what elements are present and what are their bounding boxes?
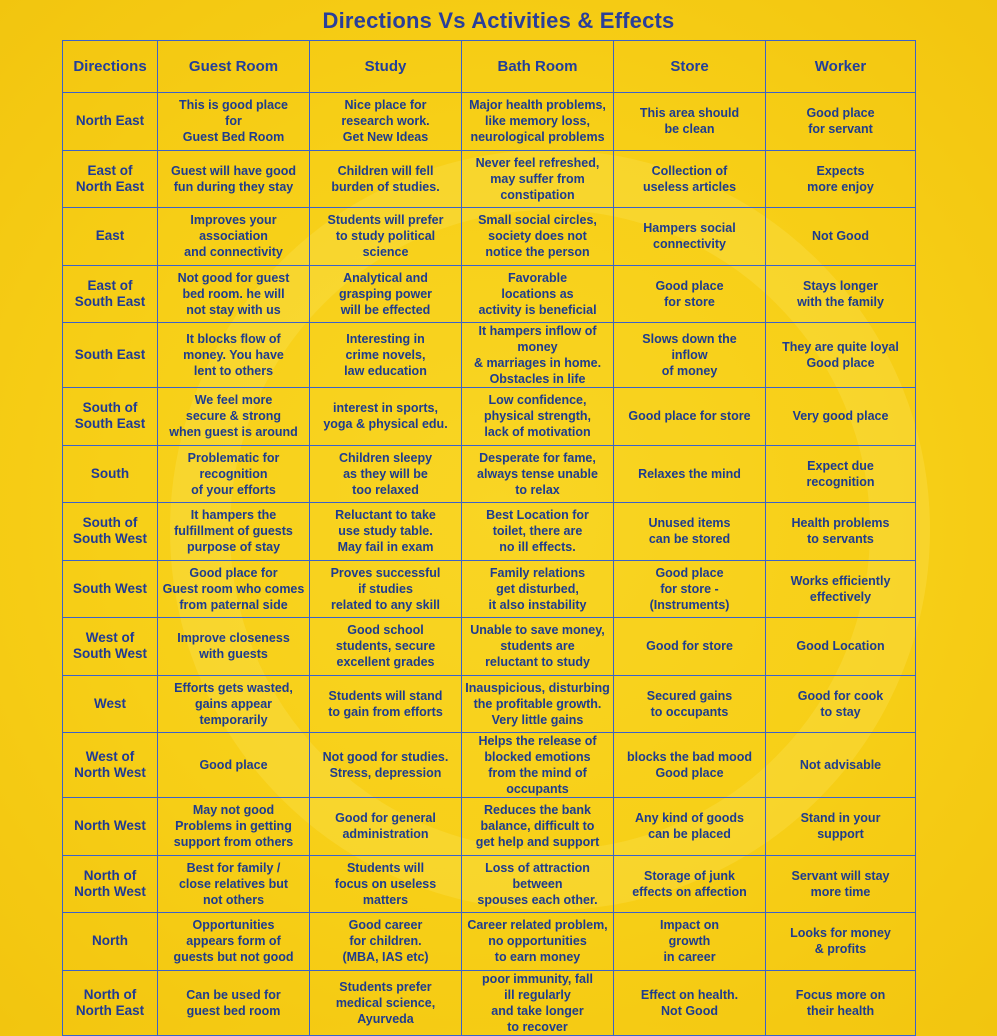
bath-room-cell bbox=[462, 503, 614, 561]
store-cell bbox=[614, 388, 766, 446]
store-cell bbox=[614, 798, 766, 856]
guest-room-text: This is good place for Guest Bed Room bbox=[178, 98, 289, 145]
store-text: Slows down the inflow of money bbox=[642, 332, 737, 378]
bath-room-cell bbox=[462, 618, 614, 676]
table-row bbox=[63, 618, 916, 676]
table-row bbox=[63, 323, 916, 388]
worker-cell bbox=[766, 913, 916, 971]
bath-room-cell bbox=[462, 265, 614, 323]
guest-room-text: May not good Problems in getting support from others bbox=[173, 803, 294, 850]
direction-text: North West bbox=[74, 818, 146, 834]
direction-text: South East bbox=[74, 347, 146, 362]
direction-cell bbox=[63, 560, 158, 618]
store-text: Impact on growth in career bbox=[659, 918, 720, 965]
header-directions: Directions bbox=[63, 41, 158, 93]
header-row bbox=[63, 41, 916, 93]
store-text: Good place for store - (Instruments) bbox=[649, 565, 730, 612]
worker-cell bbox=[766, 855, 916, 913]
study-cell bbox=[310, 208, 462, 266]
store-text: Any kind of goods can be placed bbox=[634, 811, 745, 842]
header-worker: Worker bbox=[766, 41, 916, 93]
guest-room-text: Efforts gets wasted, gains appear temporarily bbox=[174, 680, 293, 727]
store-text: Relaxes the mind bbox=[638, 466, 741, 481]
store-text: Good place for store bbox=[655, 278, 724, 309]
direction-cell bbox=[63, 798, 158, 856]
worker-cell bbox=[766, 560, 916, 618]
bath-room-text: Inauspicious, disturbing the profitable growth. Very little gains bbox=[465, 680, 610, 727]
direction-cell bbox=[63, 913, 158, 971]
worker-text: Good for cook to stay bbox=[797, 688, 884, 719]
header-guest-room: Guest Room bbox=[158, 41, 310, 93]
direction-text: East of South East bbox=[74, 277, 146, 309]
direction-text: South of South East bbox=[74, 400, 146, 432]
table-row bbox=[63, 208, 916, 266]
worker-text: Focus more on their health bbox=[795, 987, 886, 1018]
direction-cell bbox=[63, 265, 158, 323]
bath-room-cell bbox=[462, 150, 614, 208]
study-cell bbox=[310, 445, 462, 503]
bath-room-cell bbox=[462, 323, 614, 388]
bath-room-text: Helps the release of blocked emotions from the mind of occupants bbox=[478, 734, 597, 796]
store-cell bbox=[614, 150, 766, 208]
worker-text: Expects more enjoy bbox=[807, 163, 874, 194]
direction-text: West of South West bbox=[73, 630, 147, 662]
bath-room-text: Career related problem, no opportunities to earn money bbox=[467, 918, 608, 965]
worker-text: Expect due recognition bbox=[806, 458, 875, 489]
direction-text: North of North West bbox=[74, 867, 146, 899]
guest-room-cell bbox=[158, 855, 310, 913]
bath-room-cell bbox=[462, 913, 614, 971]
worker-cell bbox=[766, 970, 916, 1035]
guest-room-cell bbox=[158, 913, 310, 971]
worker-cell bbox=[766, 323, 916, 388]
store-text: Effect on health. Not Good bbox=[640, 987, 739, 1018]
store-text: Good place for store bbox=[628, 409, 751, 424]
study-text: Good career for children. (MBA, IAS etc) bbox=[342, 918, 429, 965]
store-cell bbox=[614, 733, 766, 798]
bath-room-text: poor immunity, fall ill regularly and take longer to recover bbox=[482, 971, 593, 1034]
table-row bbox=[63, 150, 916, 208]
guest-room-cell bbox=[158, 388, 310, 446]
study-cell bbox=[310, 798, 462, 856]
guest-room-text: Best for family / close relatives but not others bbox=[178, 860, 289, 907]
worker-text: Stays longer with the family bbox=[797, 278, 884, 309]
direction-text: West bbox=[93, 695, 126, 711]
study-cell bbox=[310, 913, 462, 971]
store-text: blocks the bad mood Good place bbox=[626, 750, 752, 780]
direction-cell bbox=[63, 208, 158, 266]
bath-room-text: Loss of attraction between spouses each other. bbox=[477, 860, 598, 907]
guest-room-text: Not good for guest bed room. he will not stay with us bbox=[177, 270, 290, 317]
bath-room-text: It hampers inflow of money & marriages in home. Obstacles in life bbox=[473, 324, 602, 386]
bath-room-text: Desperate for fame, always tense unable to relax bbox=[477, 450, 598, 497]
directions-effects-table bbox=[62, 40, 916, 1036]
store-cell bbox=[614, 913, 766, 971]
store-cell bbox=[614, 208, 766, 266]
guest-room-text: Good place for Guest room who comes from paternal side bbox=[162, 565, 305, 612]
worker-cell bbox=[766, 93, 916, 151]
worker-text: Good place for servant bbox=[806, 106, 875, 137]
direction-cell bbox=[63, 323, 158, 388]
guest-room-text: Problematic for recognition of your efforts bbox=[187, 450, 280, 497]
table-row bbox=[63, 675, 916, 733]
store-cell bbox=[614, 855, 766, 913]
bath-room-cell bbox=[462, 855, 614, 913]
study-text: Good for general administration bbox=[335, 811, 436, 842]
table-row bbox=[63, 733, 916, 798]
bath-room-cell bbox=[462, 445, 614, 503]
direction-cell bbox=[63, 93, 158, 151]
worker-text: Good Location bbox=[796, 639, 885, 654]
guest-room-text: Opportunities appears form of guests but not good bbox=[173, 918, 294, 965]
worker-text: Looks for money & profits bbox=[790, 926, 891, 957]
study-cell bbox=[310, 560, 462, 618]
worker-text: They are quite loyal Good place bbox=[782, 340, 899, 370]
guest-room-cell bbox=[158, 733, 310, 798]
store-cell bbox=[614, 265, 766, 323]
bath-room-text: Favorable locations as activity is beneficial bbox=[478, 270, 597, 317]
table-row bbox=[63, 265, 916, 323]
guest-room-text: Improves your association and connectivity bbox=[184, 213, 283, 260]
table-row bbox=[63, 560, 916, 618]
study-text: Students will stand to gain from efforts bbox=[328, 688, 443, 719]
header-study: Study bbox=[310, 41, 462, 93]
direction-text: North East bbox=[75, 113, 145, 129]
study-cell bbox=[310, 503, 462, 561]
study-text: Nice place for research work. Get New Ideas bbox=[341, 98, 430, 145]
bath-room-cell bbox=[462, 798, 614, 856]
store-cell bbox=[614, 560, 766, 618]
store-cell bbox=[614, 445, 766, 503]
store-text: Storage of junk effects on affection bbox=[632, 868, 747, 899]
table-row bbox=[63, 445, 916, 503]
study-cell bbox=[310, 855, 462, 913]
study-text: Proves successful if studies related to any skill bbox=[330, 565, 441, 612]
worker-cell bbox=[766, 208, 916, 266]
worker-cell bbox=[766, 445, 916, 503]
store-cell bbox=[614, 93, 766, 151]
guest-room-cell bbox=[158, 323, 310, 388]
bath-room-text: Unable to save money, students are reluctant to study bbox=[470, 623, 605, 670]
worker-cell bbox=[766, 675, 916, 733]
study-cell bbox=[310, 265, 462, 323]
study-text: Children will fell burden of studies. bbox=[331, 163, 440, 194]
direction-text: East of North East bbox=[75, 162, 145, 194]
table-row bbox=[63, 93, 916, 151]
study-text: Analytical and grasping power will be effected bbox=[338, 270, 433, 317]
table-row bbox=[63, 855, 916, 913]
guest-room-cell bbox=[158, 93, 310, 151]
study-text: Students will prefer to study political science bbox=[327, 213, 444, 260]
study-cell bbox=[310, 388, 462, 446]
bath-room-text: Low confidence, physical strength, lack of motivation bbox=[484, 393, 591, 440]
guest-room-cell bbox=[158, 798, 310, 856]
store-text: Good for store bbox=[646, 639, 733, 654]
direction-cell bbox=[63, 618, 158, 676]
study-cell bbox=[310, 733, 462, 798]
guest-room-cell bbox=[158, 970, 310, 1035]
worker-text: Not advisable bbox=[799, 758, 882, 772]
direction-text: West of North West bbox=[74, 749, 146, 780]
guest-room-cell bbox=[158, 150, 310, 208]
table-row bbox=[63, 503, 916, 561]
store-cell bbox=[614, 675, 766, 733]
worker-cell bbox=[766, 503, 916, 561]
direction-cell bbox=[63, 445, 158, 503]
store-cell bbox=[614, 503, 766, 561]
study-text: Reluctant to take use study table. May fail in exam bbox=[335, 508, 436, 555]
study-cell bbox=[310, 970, 462, 1035]
worker-text: Servant will stay more time bbox=[791, 868, 890, 899]
bath-room-cell bbox=[462, 733, 614, 798]
direction-cell bbox=[63, 503, 158, 561]
store-cell bbox=[614, 323, 766, 388]
guest-room-cell bbox=[158, 503, 310, 561]
store-text: This area should be clean bbox=[639, 106, 740, 137]
direction-cell bbox=[63, 733, 158, 798]
bath-room-text: Best Location for toilet, there are no ill effects. bbox=[486, 508, 589, 555]
direction-cell bbox=[63, 675, 158, 733]
direction-text: South bbox=[90, 465, 130, 481]
header-store: Store bbox=[614, 41, 766, 93]
guest-room-text: We feel more secure & strong when guest is around bbox=[169, 393, 298, 440]
store-text: Unused items can be stored bbox=[648, 516, 731, 547]
study-text: Interesting in crime novels, law education bbox=[344, 332, 427, 378]
bath-room-text: Family relations get disturbed, it also instability bbox=[488, 565, 587, 612]
bath-room-cell bbox=[462, 970, 614, 1035]
study-cell bbox=[310, 675, 462, 733]
guest-room-cell bbox=[158, 560, 310, 618]
study-cell bbox=[310, 323, 462, 388]
study-text: Not good for studies. Stress, depression bbox=[322, 750, 449, 780]
table-row bbox=[63, 913, 916, 971]
store-text: Hampers social connectivity bbox=[643, 221, 736, 252]
header-bath-room: Bath Room bbox=[462, 41, 614, 93]
guest-room-text: It blocks flow of money. You have lent to others bbox=[183, 332, 284, 378]
guest-room-cell bbox=[158, 208, 310, 266]
worker-cell bbox=[766, 798, 916, 856]
store-text: Secured gains to occupants bbox=[646, 688, 733, 719]
bath-room-text: Major health problems, like memory loss, neurological problems bbox=[469, 98, 606, 145]
bath-room-text: Never feel refreshed, may suffer from constipation bbox=[475, 155, 600, 202]
direction-cell bbox=[63, 150, 158, 208]
guest-room-text: It hampers the fulfillment of guests purpose of stay bbox=[174, 508, 293, 555]
worker-cell bbox=[766, 150, 916, 208]
worker-cell bbox=[766, 618, 916, 676]
bath-room-cell bbox=[462, 208, 614, 266]
bath-room-text: Reduces the bank balance, difficult to get help and support bbox=[475, 803, 600, 850]
direction-text: North bbox=[92, 933, 128, 949]
direction-cell bbox=[63, 970, 158, 1035]
bath-room-text: Small social circles, society does not notice the person bbox=[478, 213, 597, 260]
store-cell bbox=[614, 618, 766, 676]
page-title: Directions Vs Activities & Effects bbox=[322, 8, 675, 33]
table-row bbox=[63, 388, 916, 446]
bath-room-cell bbox=[462, 675, 614, 733]
store-cell bbox=[614, 970, 766, 1035]
direction-text: South West bbox=[73, 580, 147, 596]
study-cell bbox=[310, 150, 462, 208]
worker-text: Not Good bbox=[812, 229, 869, 244]
direction-text: East bbox=[95, 228, 125, 244]
worker-cell bbox=[766, 733, 916, 798]
study-text: Students prefer medical science, Ayurveda bbox=[335, 979, 436, 1026]
study-text: Children sleepy as they will be too relaxed bbox=[338, 450, 433, 497]
table-body bbox=[63, 93, 916, 1036]
store-text: Collection of useless articles bbox=[642, 163, 737, 194]
table-row bbox=[63, 798, 916, 856]
direction-cell bbox=[63, 388, 158, 446]
table-header bbox=[63, 41, 916, 93]
worker-text: Health problems to servants bbox=[791, 516, 890, 547]
guest-room-text: Can be used for guest bed room bbox=[186, 987, 281, 1018]
worker-cell bbox=[766, 388, 916, 446]
direction-cell bbox=[63, 855, 158, 913]
table-row bbox=[63, 970, 916, 1035]
study-text: Students will focus on useless matters bbox=[334, 860, 437, 907]
study-text: Good school students, secure excellent grades bbox=[335, 623, 436, 670]
worker-cell bbox=[766, 265, 916, 323]
study-cell bbox=[310, 618, 462, 676]
guest-room-cell bbox=[158, 265, 310, 323]
worker-text: Works efficiently effectively bbox=[790, 573, 891, 604]
guest-room-cell bbox=[158, 675, 310, 733]
study-text: interest in sports, yoga & physical edu. bbox=[323, 401, 448, 432]
guest-room-cell bbox=[158, 618, 310, 676]
direction-text: South of South West bbox=[73, 515, 147, 547]
study-cell bbox=[310, 93, 462, 151]
guest-room-text: Good place bbox=[199, 758, 268, 772]
worker-text: Very good place bbox=[792, 409, 889, 424]
guest-room-text: Improve closeness with guests bbox=[177, 631, 290, 662]
guest-room-text: Guest will have good fun during they stay bbox=[170, 163, 297, 194]
bath-room-cell bbox=[462, 93, 614, 151]
guest-room-cell bbox=[158, 445, 310, 503]
worker-text: Stand in your support bbox=[800, 811, 881, 842]
bath-room-cell bbox=[462, 560, 614, 618]
direction-text: North of North East bbox=[75, 986, 145, 1018]
bath-room-cell bbox=[462, 388, 614, 446]
